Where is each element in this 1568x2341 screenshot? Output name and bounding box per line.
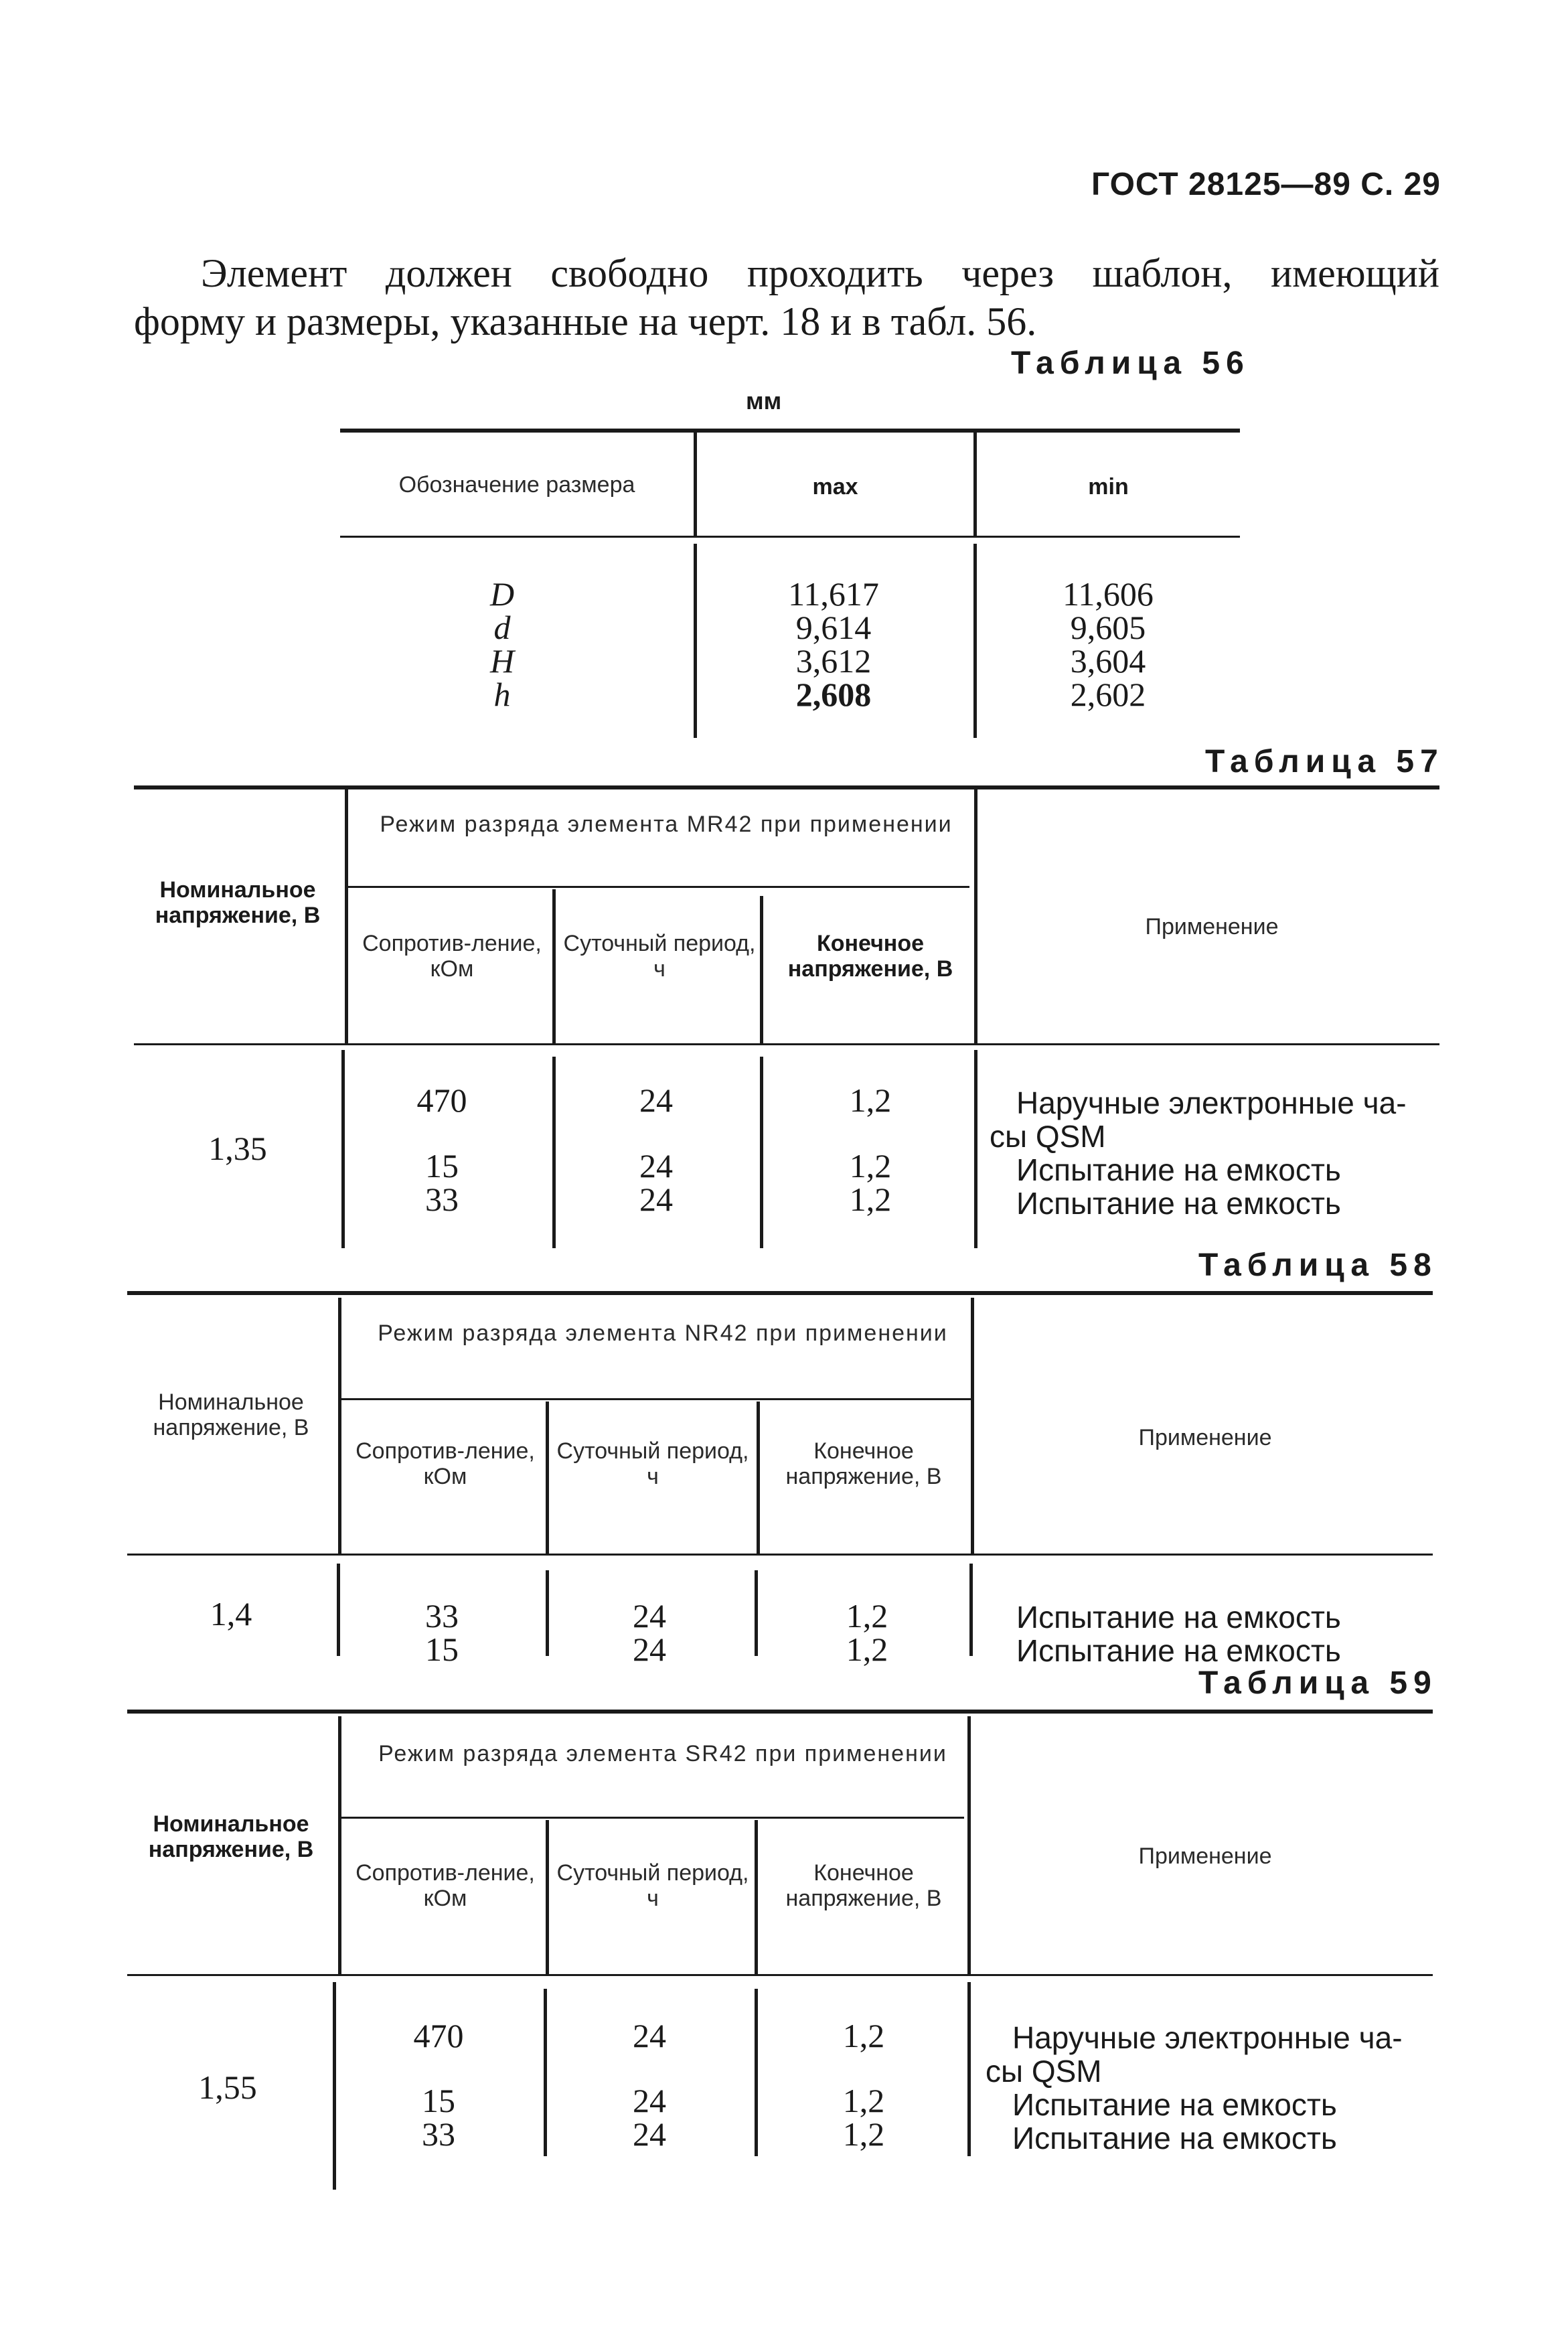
table59-header-resistance: Сопротив-ление, кОм bbox=[356, 1860, 535, 1911]
table-cell: 33 bbox=[425, 1181, 459, 1218]
table58-divider bbox=[337, 1564, 340, 1656]
table-cell: 15 bbox=[425, 1631, 459, 1668]
table59-header-voltage: Номинальное напряжение, В bbox=[148, 1811, 314, 1862]
table-cell: 470 bbox=[413, 2017, 464, 2054]
table56-unit: мм bbox=[746, 387, 782, 414]
table58-caption: Таблица 58 bbox=[1198, 1248, 1437, 1283]
table57-top-rule bbox=[134, 785, 1439, 789]
table-cell: 3,612 bbox=[795, 642, 872, 680]
table-cell: 1,2 bbox=[842, 2082, 885, 2119]
table-cell: Испытание на емкость bbox=[1016, 1186, 1341, 1221]
table56-header-name: Обозначение размера bbox=[398, 472, 635, 498]
table57-divider bbox=[345, 789, 348, 1043]
table-cell: 24 bbox=[639, 1147, 673, 1185]
table-cell: 1,2 bbox=[849, 1181, 892, 1218]
table59-top-rule bbox=[127, 1710, 1433, 1714]
table-cell: 9,605 bbox=[1070, 609, 1146, 646]
table-cell: 9,614 bbox=[795, 609, 872, 646]
table59-divider bbox=[338, 1716, 341, 1974]
table57-group-rule bbox=[347, 886, 969, 888]
table59-divider bbox=[546, 1820, 549, 1974]
table58-divider bbox=[546, 1570, 549, 1656]
table58-top-rule bbox=[127, 1291, 1433, 1295]
table58-divider bbox=[757, 1402, 760, 1554]
table-cell: 2,602 bbox=[1070, 676, 1146, 713]
table59-header-period: Суточный период, ч bbox=[556, 1860, 749, 1911]
table58-header-resistance: Сопротив-ление, кОм bbox=[356, 1438, 535, 1489]
table58-divider bbox=[969, 1564, 973, 1656]
table-cell: 24 bbox=[639, 1181, 673, 1218]
intro-paragraph bbox=[134, 249, 1439, 346]
table-cell: 33 bbox=[422, 2115, 455, 2153]
table-cell: сы QSM bbox=[990, 1119, 1106, 1154]
table57-application bbox=[990, 1086, 1431, 1220]
table-cell: d bbox=[493, 609, 511, 646]
table56-header-min: min bbox=[1088, 474, 1129, 500]
table56-divider bbox=[973, 544, 977, 738]
table-cell: 1,2 bbox=[846, 1597, 888, 1635]
table59-divider bbox=[755, 1989, 758, 2156]
table-cell: 1,2 bbox=[846, 1631, 888, 1668]
table56-divider bbox=[694, 544, 697, 738]
table57-caption: Таблица 57 bbox=[1205, 744, 1444, 779]
table57-header-period: Суточный период, ч bbox=[563, 931, 756, 982]
table59-voltage: 1,55 bbox=[198, 2068, 257, 2106]
table56-top-rule bbox=[340, 429, 1240, 433]
table-cell: 15 bbox=[425, 1147, 459, 1185]
table58-application bbox=[1016, 1600, 1431, 1667]
table56-min-values bbox=[1031, 577, 1185, 711]
table58-header-application: Применение bbox=[1138, 1425, 1272, 1450]
table-cell: Испытание на емкость bbox=[1012, 2121, 1337, 2156]
table-cell: Наручные электронные ча- bbox=[1016, 1085, 1407, 1120]
table57-header-application: Применение bbox=[1145, 914, 1279, 939]
table57-divider bbox=[760, 1057, 763, 1248]
table-cell: сы QSM bbox=[986, 2054, 1102, 2089]
page-header: ГОСТ 28125—89 С. 29 bbox=[1091, 167, 1441, 202]
table59-divider bbox=[967, 1716, 971, 1974]
table58-header-final: Конечное напряжение, В bbox=[785, 1438, 942, 1489]
table57-header-rule bbox=[134, 1043, 1439, 1045]
table59-group-header: Режим разряда элемента SR42 при применении bbox=[378, 1741, 947, 1766]
table58-divider bbox=[338, 1298, 341, 1554]
table56-names bbox=[469, 577, 536, 711]
table-cell: 33 bbox=[425, 1597, 459, 1635]
table-cell: 24 bbox=[633, 2115, 666, 2153]
table-cell: 470 bbox=[416, 1081, 467, 1119]
table-cell: 2,608 bbox=[795, 676, 872, 713]
table-cell: 24 bbox=[639, 1081, 673, 1119]
table-cell: 24 bbox=[633, 1597, 666, 1635]
table57-divider bbox=[341, 1050, 345, 1248]
table58-divider bbox=[971, 1298, 974, 1554]
table57-divider bbox=[974, 789, 977, 1043]
table59-caption: Таблица 59 bbox=[1198, 1665, 1437, 1701]
table56-header-rule bbox=[340, 536, 1240, 538]
table-cell: 24 bbox=[633, 1631, 666, 1668]
table57-divider bbox=[974, 1050, 977, 1248]
table-cell: 1,2 bbox=[849, 1081, 892, 1119]
table-cell: H bbox=[489, 642, 515, 680]
table-cell: 1,2 bbox=[842, 2017, 885, 2054]
table-cell: D bbox=[489, 575, 515, 613]
table58-header-period: Суточный период, ч bbox=[556, 1438, 749, 1489]
table-cell: 15 bbox=[422, 2082, 455, 2119]
table-cell: Испытание на емкость bbox=[1012, 2087, 1337, 2122]
table57-group-header: Режим разряда элемента MR42 при применении bbox=[380, 812, 953, 837]
table59-group-rule bbox=[341, 1817, 964, 1819]
table59-header-final: Конечное напряжение, В bbox=[785, 1860, 942, 1911]
table58-group-rule bbox=[341, 1398, 971, 1400]
table57-header-resistance: Сопротив-ление, кОм bbox=[362, 931, 542, 982]
table-cell: 24 bbox=[633, 2017, 666, 2054]
table57-divider bbox=[760, 896, 763, 1043]
table56-header-max: max bbox=[812, 474, 858, 500]
table59-header-rule bbox=[127, 1974, 1433, 1976]
table-cell: 11,617 bbox=[788, 575, 879, 613]
table58-group-header: Режим разряда элемента NR42 при применении bbox=[378, 1320, 948, 1346]
table59-divider bbox=[333, 1982, 336, 2190]
table59-application bbox=[986, 2021, 1427, 2155]
table58-header-voltage: Номинальное напряжение, В bbox=[153, 1389, 309, 1440]
table57-header-voltage: Номинальное напряжение, В bbox=[155, 877, 321, 928]
table56-max-values bbox=[757, 577, 911, 711]
table-cell: 1,2 bbox=[849, 1147, 892, 1185]
table58-voltage: 1,4 bbox=[210, 1595, 252, 1633]
intro-line-1: Элемент должен свободно проходить через шаблон, имеющий bbox=[201, 251, 1439, 295]
table59-divider bbox=[544, 1989, 547, 2156]
table58-header-rule bbox=[127, 1554, 1433, 1556]
table-cell: 3,604 bbox=[1070, 642, 1146, 680]
table-cell: Испытание на емкость bbox=[1016, 1600, 1341, 1635]
table59-divider bbox=[967, 1982, 971, 2156]
table57-voltage: 1,35 bbox=[208, 1130, 267, 1167]
table-cell: 24 bbox=[633, 2082, 666, 2119]
table59-divider bbox=[755, 1820, 758, 1974]
table58-divider bbox=[755, 1570, 758, 1656]
table-cell: 1,2 bbox=[842, 2115, 885, 2153]
table57-header-final: Конечное напряжение, В bbox=[787, 931, 953, 982]
table-cell: 11,606 bbox=[1063, 575, 1154, 613]
table58-divider bbox=[546, 1402, 549, 1554]
table59-header-application: Применение bbox=[1138, 1843, 1272, 1869]
table-cell: Испытание на емкость bbox=[1016, 1152, 1341, 1187]
intro-line-2: форму и размеры, указанные на черт. 18 и в табл. 56. bbox=[134, 299, 1037, 344]
table57-divider bbox=[552, 1057, 556, 1248]
table-cell: Испытание на емкость bbox=[1016, 1633, 1341, 1668]
table-cell: h bbox=[493, 676, 511, 713]
table-cell: Наручные электронные ча- bbox=[1012, 2020, 1403, 2055]
table57-divider bbox=[552, 889, 556, 1043]
table56-caption: Таблица 56 bbox=[1011, 346, 1250, 381]
